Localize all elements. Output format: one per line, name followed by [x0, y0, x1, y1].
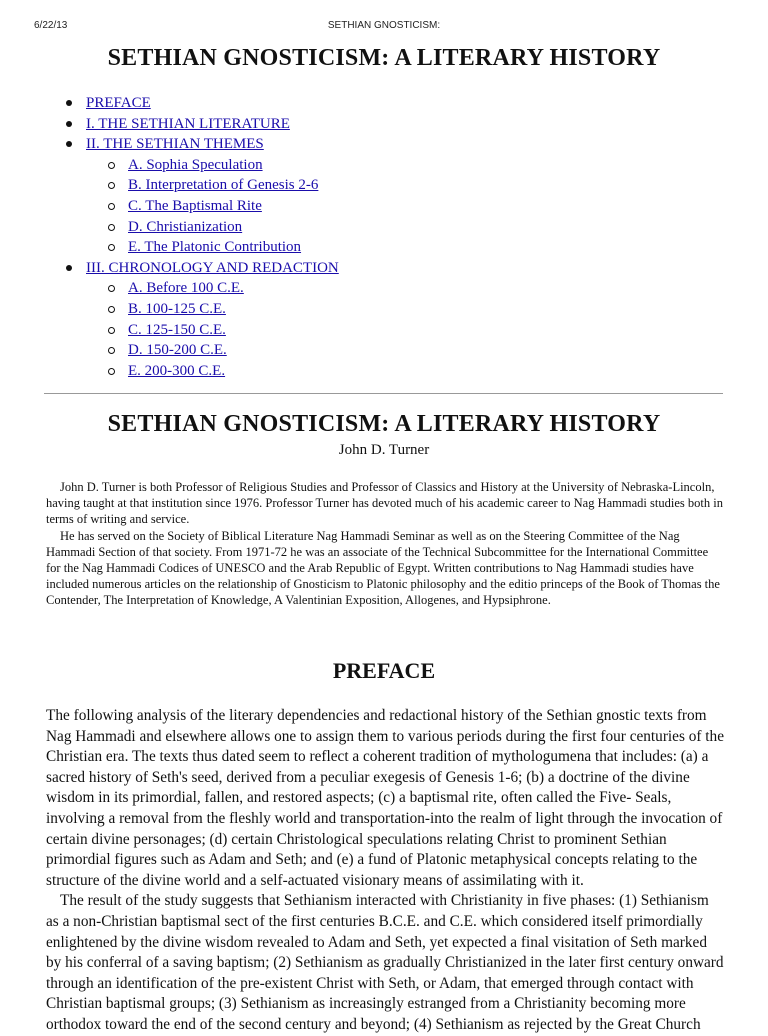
toc-subitem [108, 155, 339, 176]
author-bio [46, 479, 724, 609]
preface-body [46, 706, 724, 1036]
toc-link-125-150[interactable]: C. 125-150 C.E. [128, 321, 226, 338]
toc-link-christianization[interactable]: D. Christianization [128, 218, 243, 235]
toc-link-100-125[interactable]: B. 100-125 C.E. [128, 300, 226, 317]
article-title: SETHIAN GNOSTICISM: A LITERARY HISTORY [107, 411, 661, 437]
toc-link-before-100[interactable]: A. Before 100 C.E. [128, 280, 244, 297]
toc-link-preface[interactable]: PREFACE [86, 95, 151, 111]
toc-sublist-section-2 [86, 155, 339, 258]
toc-item-section-1 [66, 114, 339, 135]
toc-link-150-200[interactable]: D. 150-200 C.E. [128, 342, 227, 359]
bio-paragraph: John D. Turner is both Professor of Religious Studies and Professor of Classics and History at the University of Nebraska-Lincoln, having taught at that institution since 1976. Professor Turner has devoted much of his academic career to Nag Hammadi studies both in terms of writing and service. [46, 480, 723, 527]
toc-sublist-section-3 [86, 278, 339, 381]
toc-subitem [108, 299, 339, 320]
print-header [0, 0, 768, 31]
table-of-contents [66, 93, 339, 381]
toc-item-preface [66, 93, 339, 114]
bio-paragraph: He has served on the Society of Biblical Literature Nag Hammadi Seminar as well as on the Steering Committee of the Nag Hammadi Section of that society. From 1971-72 he was an associate of the Technical Subcommittee for the International Committee for the Nag Hammadi Codices of UNESCO and the Arab Republic of Egypt. Written contributions to Nag Hammadi studies have included numerous articles on the relationship of Gnosticism to Platonic philosophy and the editio princeps of the Book of Thomas the Contender, The Interpretation of Knowledge, A Valentinian Exposition, Allogenes, and Hypsiphrone. [46, 528, 720, 608]
print-date: 6/22/13 [34, 20, 68, 31]
toc-link-section-3[interactable]: III. CHRONOLOGY AND REDACTION [86, 259, 339, 276]
author-name: John D. Turner [338, 442, 430, 458]
page-title: SETHIAN GNOSTICISM: A LITERARY HISTORY [107, 45, 661, 71]
toc-subitem [108, 175, 339, 196]
toc-subitem [108, 278, 339, 299]
preface-paragraph: The following analysis of the literary dependencies and redactional history of the Sethian gnostic texts from Nag Hammadi and elsewhere allows one to assign them to various periods during the first four centuries of the Christian era. The texts thus dated seem to reflect a coherent tradition of mythologumena that includes: (a) a sacred history of Seth's seed, derived from a peculiar exegesis of Genesis 1-6; (b) a doctrine of the divine wisdom in its primordial, fallen, and restored aspects; (c) a baptismal rite, often called the Five- Seals, involving a removal from the fleshly world and transportation-into the realm of light through the invocation of certain divine personages; (d) certain Christological speculations relating Christ to prominent Sethian primordial figures such as Adam and Seth; and (e) a fund of Platonic metaphysical concepts relating to the structure of the divine world and a self-actuated visionary means of assimilating with it. [46, 707, 724, 889]
preface-paragraph: The result of the study suggests that Sethianism interacted with Christianity in five phases: (1) Sethianism as a non-Christian baptismal sect of the first centuries B.C.E. and C.E. which considered itself primordially enlightened by the divine wisdom revealed to Adam and Seth, yet expected a final visitation of Seth marked by his conferral of a saving baptism; (2) Sethianism as gradually Christianized in the later first century onward through an identification of the pre-existent Christ with Seth, or Adam, that emerged through contact with Christian baptismal groups; (3) Sethianism as increasingly estranged from a Christianity becoming more orthodox toward the end of the second century and beyond; (4) Sethianism as rejected by the Great Church [46, 892, 724, 1033]
toc-link-sophia-speculation[interactable]: A. Sophia Speculation [128, 156, 263, 173]
section-divider [44, 393, 723, 394]
toc-item-section-3 [66, 258, 339, 382]
toc-link-interpretation-genesis[interactable]: B. Interpretation of Genesis 2-6 [128, 177, 319, 194]
preface-heading: PREFACE [332, 658, 436, 683]
toc-link-baptismal-rite[interactable]: C. The Baptismal Rite [128, 197, 262, 214]
toc-link-section-2[interactable]: II. THE SETHIAN THEMES [86, 136, 264, 153]
toc-subitem [108, 237, 339, 258]
toc-subitem [108, 340, 339, 361]
toc-link-section-1[interactable]: I. THE SETHIAN LITERATURE [86, 115, 290, 132]
toc-link-200-300[interactable]: E. 200-300 C.E. [128, 362, 226, 379]
toc-item-section-2 [66, 134, 339, 258]
toc-subitem [108, 320, 339, 341]
print-document-title: SETHIAN GNOSTICISM: [327, 20, 441, 31]
toc-subitem [108, 361, 339, 382]
toc-link-platonic-contribution[interactable]: E. The Platonic Contribution [128, 239, 302, 256]
toc-subitem [108, 217, 339, 238]
toc-subitem [108, 196, 339, 217]
